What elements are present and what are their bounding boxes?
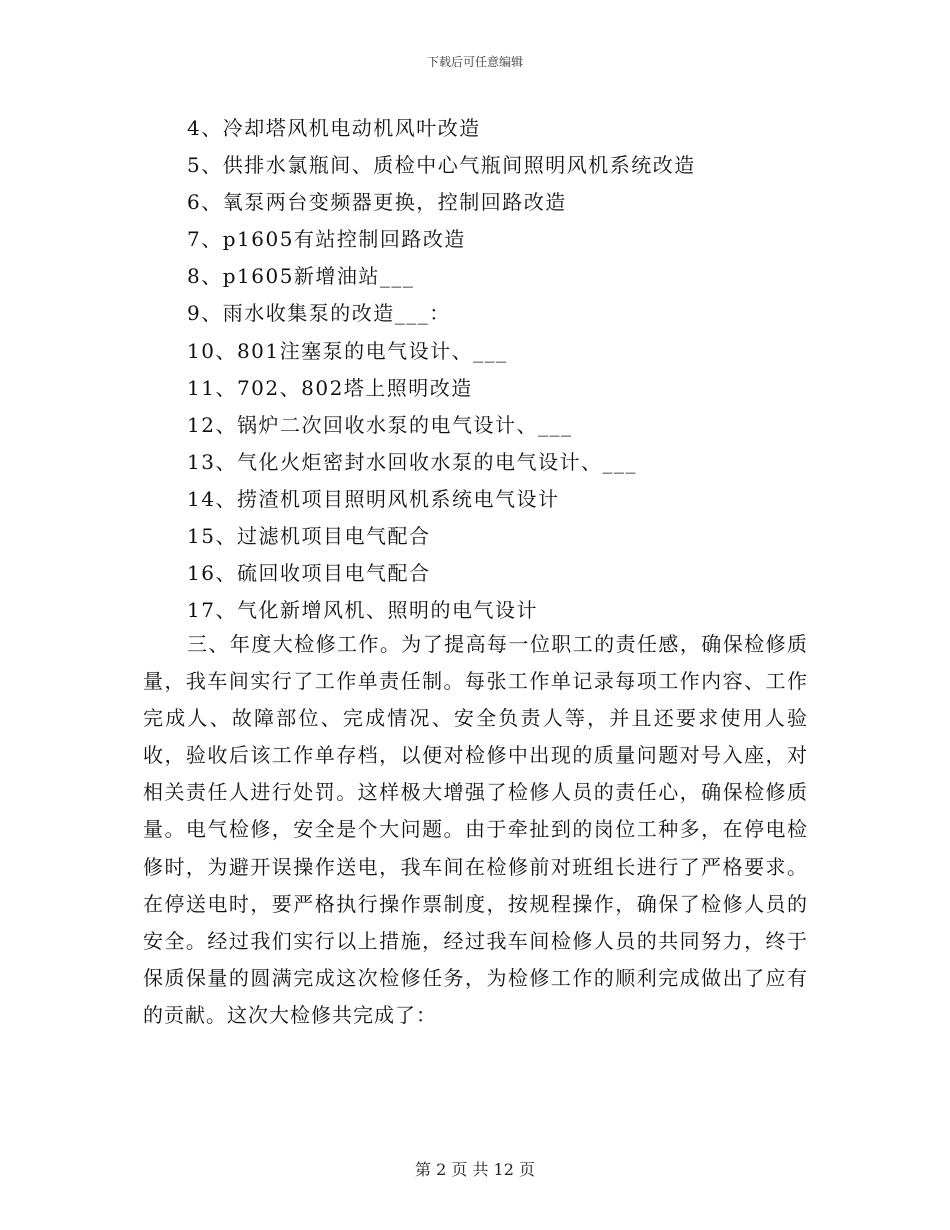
list-item: 5、供排水氯瓶间、质检中心气瓶间照明风机系统改造 [187, 153, 696, 178]
list-item: 15、过滤机项目电气配合 [187, 524, 431, 549]
list-item: 4、冷却塔风机电动机风叶改造 [187, 116, 481, 140]
list-item: 7、p1605有站控制回路改造 [187, 227, 466, 252]
list-item: 6、氧泵两台变频器更换，控制回路改造 [187, 190, 567, 215]
page-header: 下载后可任意编辑 [426, 55, 523, 69]
list-item: 11、702、802塔上照明改造 [187, 375, 473, 400]
list-item: 13、气化火炬密封水回收水泵的电气设计、___ [187, 449, 637, 474]
project-list [187, 110, 696, 629]
list-item: 9、雨水收集泵的改造___： [187, 301, 451, 326]
list-item: 12、锅炉二次回收水泵的电气设计、___ [187, 412, 573, 437]
list-item: 16、硫回收项目电气配合 [187, 561, 431, 586]
list-item: 17、气化新增风机、照明的电气设计 [187, 598, 538, 623]
list-item: 10、801注塞泵的电气设计、___ [187, 338, 508, 363]
list-item: 14、捞渣机项目照明风机系统电气设计 [187, 486, 560, 511]
body-paragraph: 三、年度大检修工作。为了提高每一位职工的责任感，确保检修质量，我车间实行了工作单责任制。每张工作单记录每项工作内容、工作完成人、故障部位、完成情况、安全负责人等，并且还要求使用人验收，验收后该工作单存档，以便对检修中出现的质量问题对号入座，对相关责任人进行处罚。这样极大增强了检修人员的责任心，确保检修质量。电气检修，安全是个大问题。由于牵扯到的岗位工种多，在停电检修时，为避开误操作送电，我车间在检修前对班组长进行了严格要求。在停送电时，要严格执行操作票制度，按规程操作，确保了检修人员的安全。经过我们实行以上措施，经过我车间检修人员的共同努力，终于保质保量的圆满完成这次检修任务，为检修工作的顺利完成做出了应有的贡献。这次大检修共完成了： [143, 632, 808, 1027]
list-item: 8、p1605新增油站___ [187, 264, 415, 289]
page-number: 第 2 页 共 12 页 [415, 1160, 535, 1179]
